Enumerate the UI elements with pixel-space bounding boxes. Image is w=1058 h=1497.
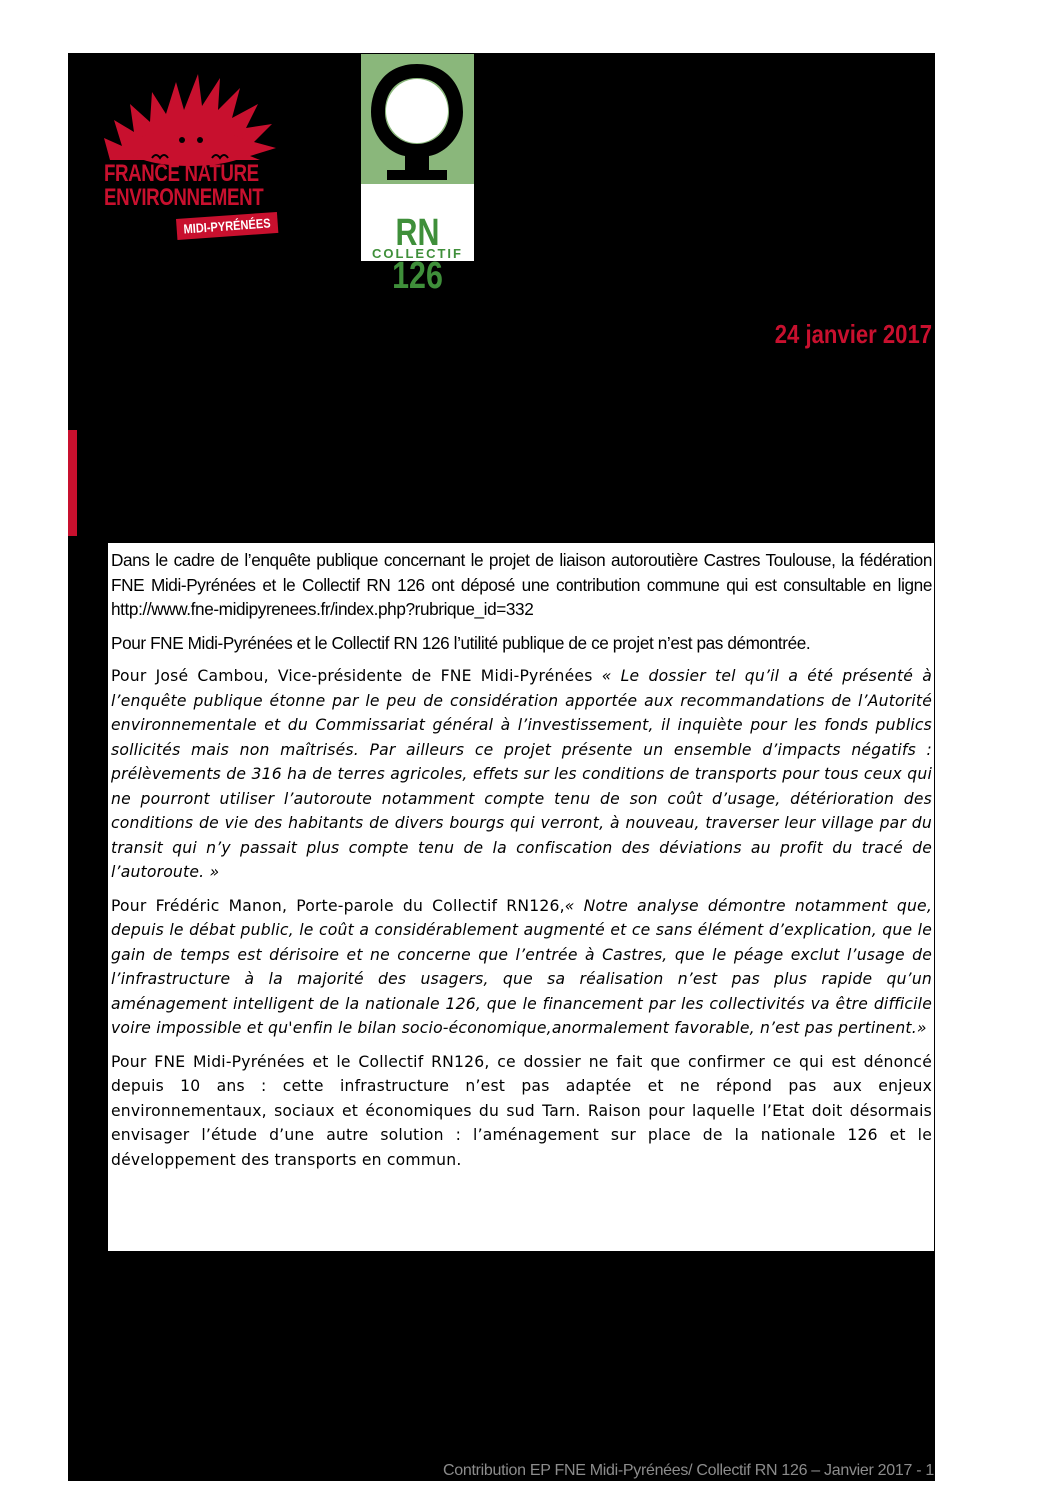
collectif-rn126-logo <box>361 54 474 297</box>
paragraph-1: Dans le cadre de l’enquête publique concernant le projet de liaison autoroutière Castres Toulouse, la fédération FNE Midi-Pyrénées et le Collectif RN 126 ont déposé une contribution commune qui est consultable en ligne http://www.fne-midipyrenees.fr/index.php?rubrique_id=332 <box>111 550 932 619</box>
collectif-logo-label: COLLECTIF <box>372 246 463 261</box>
red-accent-bar <box>68 430 77 536</box>
paragraph-4-intro: Pour Frédéric Manon, Porte-parole du Collectif RN126, <box>111 896 565 915</box>
paragraph-2: Pour FNE Midi-Pyrénées et le Collectif RN 126 l’utilité publique de ce projet n’est pas démontrée. <box>111 632 811 653</box>
fne-logo-line2: ENVIRONNEMENT <box>104 184 264 211</box>
paragraph-3-quote: « Le dossier tel qu’il a été présenté à l’enquête publique étonne par le peu de considération apportée aux recommandations de l’Autorité environnementale et du Commissariat général à l’investissement, il inquiète pour les fonds publics sollicités mais non maîtrisés. Par ailleurs ce projet présente un ensemble d’impacts négatifs : prélèvements de 316 ha de terres agricoles, effets sur les conditions de transports pour tous ceux qui ne pourront utiliser l’autoroute notamment compte tenu de son coût d’usage, détérioration des conditions de vie des habitants de divers bourgs qui verront, à nouveau, traverser leur village par du transit qui n’y passait plus compte tenu de la confiscation des déviations au profit du tracé de l’autoroute. » <box>111 667 932 881</box>
paragraph-5: Pour FNE Midi-Pyrénées et le Collectif RN126, ce dossier ne fait que confirmer ce qui est dénoncé depuis 10 ans : cette infrastructure n’est pas adaptée et ne répond pas aux enjeux environnementaux, sociaux et économiques du sud Tarn. Raison pour laquelle l’Etat doit désormais envisager l’étude d’une autre solution : l’aménagement sur place de la nationale 126 et le développement des transports en commun. <box>111 1052 932 1169</box>
document-date: 24 janvier 2017 <box>774 319 932 349</box>
fne-logo-region: MIDI-PYRÉNÉES <box>176 212 278 240</box>
body-text <box>108 543 934 1251</box>
fne-logo-line1: FRANCE NATURE <box>104 160 259 187</box>
collectif-logo-background <box>361 54 474 184</box>
paragraph-4-quote: « Notre analyse démontre notamment que, depuis le débat public, le coût a considérablement augmenté et ce sans élément d’explication, que le gain de temps est dérisoire et ne concerne que l’entrée à Castres, que le péage exclut l’usage de l’infrastructure à la majorité des usagers, que sa réalisation n’est pas plus rapide qu’un aménagement intelligent de la nationale 126, que le financement par les collectivités va être difficile voire impossible et qu'enfin le bilan socio-économique,anormalement favorable, n’est pas pertinent.» <box>111 896 932 1037</box>
hedgehog-icon <box>100 68 290 168</box>
page-footer: Contribution EP FNE Midi-Pyrénées/ Collectif RN 126 – Janvier 2017 - 1 <box>443 1462 934 1479</box>
fne-logo <box>100 68 290 258</box>
tree-icon <box>361 54 474 184</box>
paragraph-4 <box>111 894 932 1041</box>
collectif-logo-rn126: RN 126 <box>392 212 443 297</box>
paragraph-3-intro: Pour José Cambou, Vice-présidente de FNE Midi-Pyrénées <box>111 667 602 685</box>
paragraph-3 <box>111 664 932 885</box>
